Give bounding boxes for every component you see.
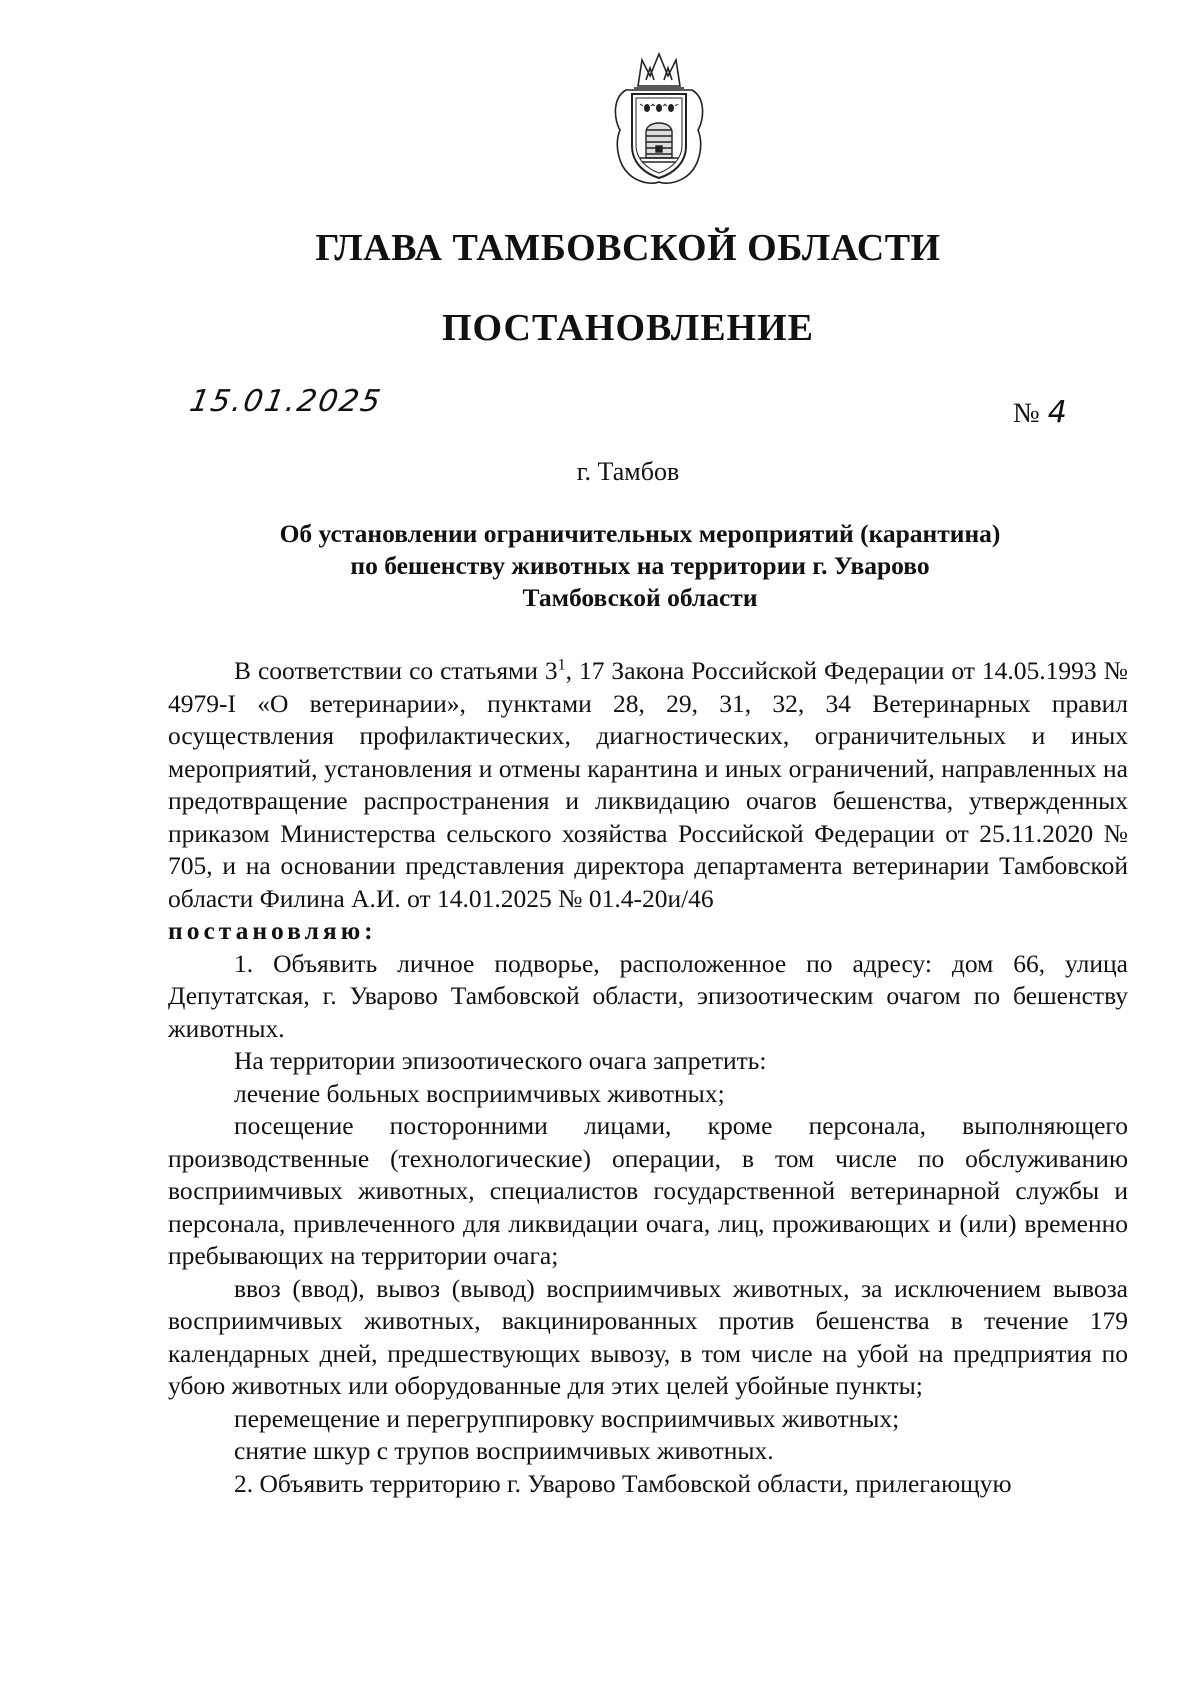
preamble-part-1: В соответствии со статьями 3 <box>234 656 558 685</box>
prohibit-item-5: снятие шкур с трупов восприимчивых животных. <box>234 1436 774 1465</box>
document-body <box>168 655 1128 1500</box>
prohibit-item-1: лечение больных восприимчивых животных; <box>234 1078 725 1108</box>
number-label: № <box>1013 398 1040 429</box>
title-line-1: Об установлении ограничительных мероприятий (карантина) <box>279 519 1001 548</box>
decree-word-paragraph <box>168 915 1128 948</box>
number-value: 4 <box>1047 395 1067 430</box>
prohibit-item-4: перемещение и перегруппировку восприимчивых животных; <box>234 1403 900 1433</box>
document-date: 15.01.2025 <box>186 384 385 419</box>
prohibit-item-2: посещение посторонними лицами, кроме персонала, выполняющего производственные (технологические) операции, в том числе по обслуживанию восприимчивых животных, специалистов государственной ветеринарной службы и персонала, привлеченного для ликвидации очага, лиц, проживающих и (или) временно пребывающих на территории очага; <box>168 1111 1128 1270</box>
item-2-paragraph: 2. Объявить территорию г. Уварово Тамбовской области, прилегающую <box>234 1468 1012 1498</box>
prohibit-intro-paragraph: На территории эпизоотического очага запретить: <box>234 1046 767 1075</box>
document-title <box>160 518 1120 614</box>
title-line-2: по бешенству животных на территории г. Уварово <box>350 551 930 580</box>
document-number <box>1013 395 1067 430</box>
decree-word: постановляю: <box>168 916 377 945</box>
city-line: г. Тамбов <box>576 457 680 486</box>
title-line-3: Тамбовской области <box>522 583 758 612</box>
preamble-superscript: 1 <box>557 656 566 674</box>
authority-heading: ГЛАВА ТАМБОВСКОЙ ОБЛАСТИ <box>315 227 941 269</box>
preamble-paragraph <box>168 655 1128 915</box>
item-1-paragraph: 1. Объявить личное подворье, расположенное по адресу: дом 66, улица Депутатская, г. Уварово Тамбовской области, эпизоотическим очагом по бешенству животных. <box>168 948 1128 1043</box>
document-type-heading: ПОСТАНОВЛЕНИЕ <box>441 307 815 349</box>
coat-of-arms-icon <box>604 50 714 188</box>
preamble-part-2: , 17 Закона Российской Федерации от 14.05.1993 № 4979-I «О ветеринарии», пунктами 28, 29, 31, 32, 34 Ветеринарных правил осуществления профилактических, диагностических, ограничительных и иных мероприятий, установления и отмены карантина и иных ограничений, направленных на предотвращение распространения и ликвидацию очагов бешенства, утвержденных приказом Министерства сельского хозяйства Российской Федерации от 25.11.2020 № 705, и на основании представления директора департамента ветеринарии Тамбовской области Филина А.И. от 14.01.2025 № 01.4-20и/46 <box>168 656 1128 913</box>
prohibit-item-3: ввоз (ввод), вывоз (вывод) восприимчивых животных, за исключением вывоза восприимчивых животных, вакцинированных против бешенства в течение 179 календарных дней, предшествующих вывозу, в том числе на убой на предприятия по убою животных или оборудованные для этих целей убойные пункты; <box>168 1273 1128 1400</box>
